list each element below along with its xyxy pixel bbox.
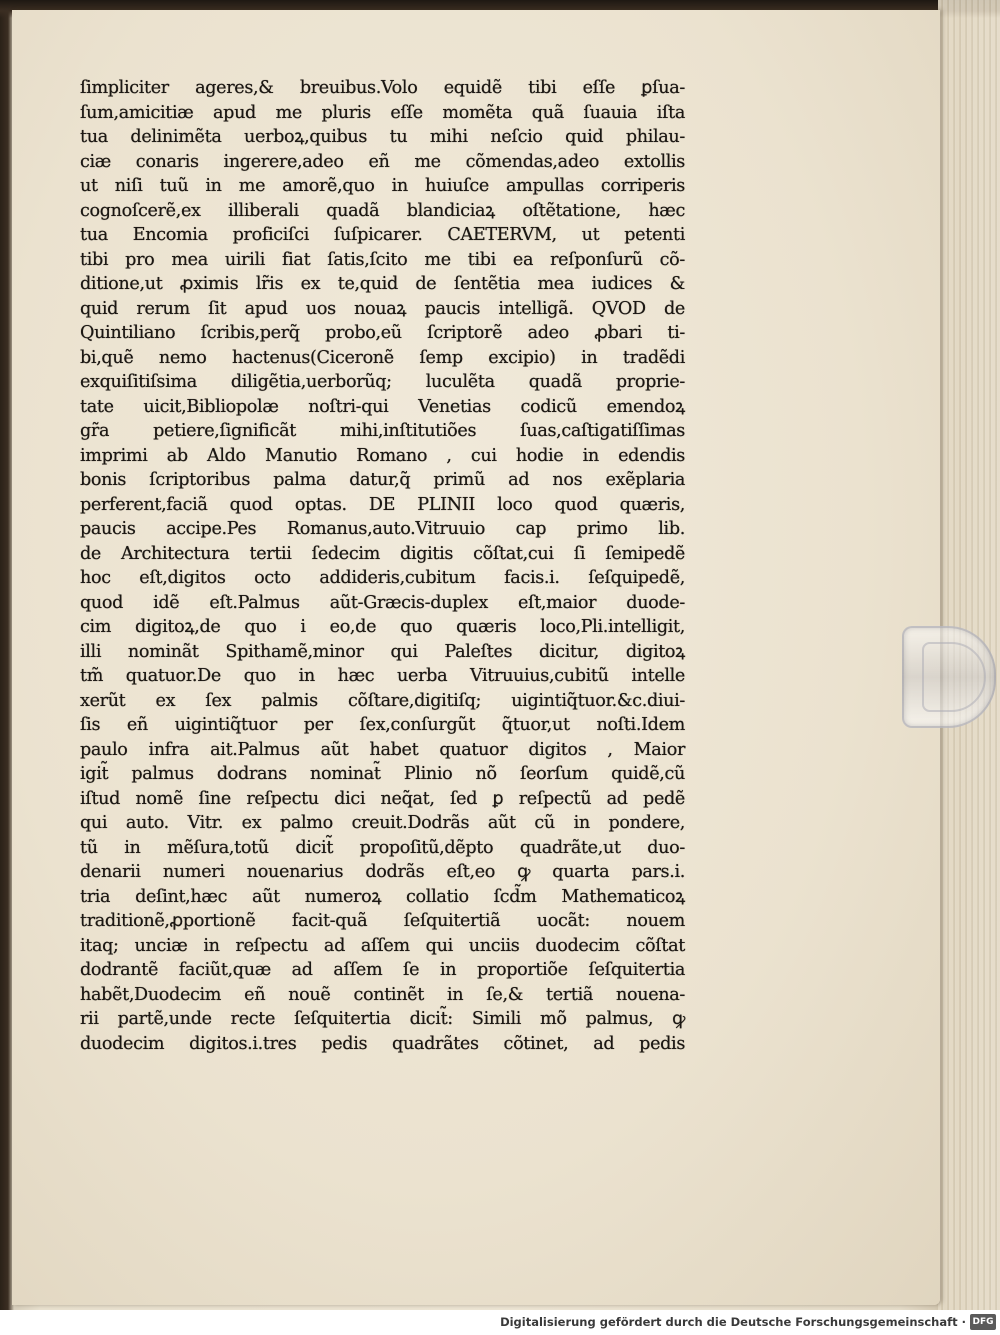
text-line: bonis ſcriptoribus palma datur,q̃ primũ ad nos exẽplaria xyxy=(80,470,685,490)
text-line: cognoſcerẽ,ex illiberali quadã blandiciaꝝ oſtẽtatione, hæc xyxy=(80,200,685,221)
text-line: bi,quẽ nemo hactenus(Ciceronẽ ſemp excipio) in tradẽdi xyxy=(80,347,685,368)
text-line: tm̃ quatuor.De quo in hæc uerba Vitruuius,cubitũ intelle xyxy=(80,666,685,686)
text-line: imprimi ab Aldo Manutio Romano , cui hodie in edendis xyxy=(80,445,685,466)
text-line: ciæ conaris ingerere,adeo eñ me cõmendas,adeo extollis xyxy=(80,151,685,172)
text-line: perferent,faciã quod optas. DE PLINII loco quod quæris, xyxy=(80,494,685,515)
text-line: qui auto. Vitr. ex palmo creuit.Dodrãs aũt cũ in pondere, xyxy=(80,813,685,833)
text-line: quid rerum ſit apud uos nouaꝝ paucis intelligã. QVOD de xyxy=(80,298,685,319)
text-line: dodrantẽ faciũt,quæ ad aſſem ſe in proportiõe ſeſquitertia xyxy=(80,960,685,980)
text-line: cim digitoꝝ,de quo i eo,de quo quæris loco,Pli.intelligit, xyxy=(80,617,685,637)
text-line: tua Encomia proficiſci ſuſpicarer. CAETERVM, ut petenti xyxy=(80,225,685,245)
text-line: traditionẽ,ꝓportionẽ facit-quã ſeſquitertiã uocãt: nouem xyxy=(80,911,685,931)
text-line: de Architectura tertii ſedecim digitis cõſtat,cui ſi ſemipedẽ xyxy=(80,543,685,564)
text-line: gr̃a petiere,ſignificãt mihi,inſtitutiões ſuas,caſtigatiſſimas xyxy=(80,421,685,441)
text-line: ſum,amicitiæ apud me pluris eſſe momẽta quã ſuauia iſta xyxy=(80,102,685,123)
text-line: itaq; unciæ in reſpectu ad aſſem qui unciis duodecim cõſtat xyxy=(80,935,685,956)
text-line: quod idẽ eſt.Palmus aũt-Græcis-duplex eſt,maior duode- xyxy=(80,592,685,613)
text-line: tria deſint,hæc aũt numeroꝝ collatio ſcd̃m Mathematicoꝝ xyxy=(80,886,685,907)
text-line: ut niſi tuũ in me amorẽ,quo in huiuſce ampullas corriperis xyxy=(80,176,685,196)
text-line: illi nominãt Spithamẽ,minor qui Paleſtes dicitur, digitoꝝ xyxy=(80,641,685,662)
text-line: tate uicit,Bibliopolæ noſtri-qui Venetias codicũ emendoꝝ xyxy=(80,396,685,417)
text-line: habẽt,Duodecim eñ nouẽ continẽt in ſe,& tertiã nouena- xyxy=(80,984,685,1005)
funding-credit: Digitalisierung gefördert durch die Deutsche Forschungsgemeinschaft · xyxy=(500,1315,966,1329)
text-line: denarii numeri nouenarius dodrãs eſt,eo ꝙ quarta pars.i. xyxy=(80,862,685,882)
text-line: duodecim digitos.i.tres pedis quadrãtes cõtinet, ad pedis xyxy=(80,1033,685,1054)
digitization-footer xyxy=(0,1310,1000,1335)
text-line: hoc eſt,digitos octo addideris,cubitum facis.i. ſeſquipedẽ, xyxy=(80,568,685,588)
text-line: Quintiliano ſcribis,perq̃ probo,eũ ſcriptorẽ adeo ꝓbari ti- xyxy=(80,323,685,343)
text-line: rii partẽ,unde recte ſeſquitertia dicit̃: Simili mõ palmus, ꝙ xyxy=(80,1009,685,1029)
text-line: xerũt ex ſex palmis cõſtare,digitiſq; uigintiq̃tuor.&c.diui- xyxy=(80,690,685,711)
text-line: tua delinimẽta uerboꝝ,quibus tu mihi neſcio quid philau- xyxy=(80,127,685,147)
page-clip xyxy=(902,626,996,728)
text-line: paulo infra ait.Palmus aũt habet quatuor digitos , Maior xyxy=(80,739,685,760)
text-line: tibi pro mea uirili fiat ſatis,ſcito me tibi ea reſponſurũ cõ- xyxy=(80,249,685,270)
dfg-logo-icon: DFG xyxy=(970,1314,996,1330)
text-line: ſimpliciter ageres,& breuibus.Volo equidẽ tibi eſſe ꝑſua- xyxy=(80,78,685,98)
text-line: iſtud nomẽ ſine reſpectu dici neq̃at, ſed ꝑ reſpectũ ad pedẽ xyxy=(80,788,685,809)
text-line: igit̃ palmus dodrans nominat̃ Plinio nõ ſeorſum quidẽ,cũ xyxy=(80,764,685,784)
text-line: tũ in mẽſura,totũ dicit̃ propoſitũ,dẽpto quadrãte,ut duo- xyxy=(80,837,685,858)
text-line: ditione,ut ꝓximis lr̃is ex te,quid de ſentẽtia mea iudices & xyxy=(80,274,685,294)
text-block xyxy=(80,76,685,1056)
text-line: paucis accipe.Pes Romanus,auto.Vitruuio cap primo lib. xyxy=(80,519,685,539)
text-line: exquiſitiſsima diligẽtia,uerborũq; luculẽta quadã proprie- xyxy=(80,372,685,392)
text-line: ſis eñ uigintiq̃tuor per ſex,conſurgũt q̃tuor,ut noſti.Idem xyxy=(80,715,685,735)
